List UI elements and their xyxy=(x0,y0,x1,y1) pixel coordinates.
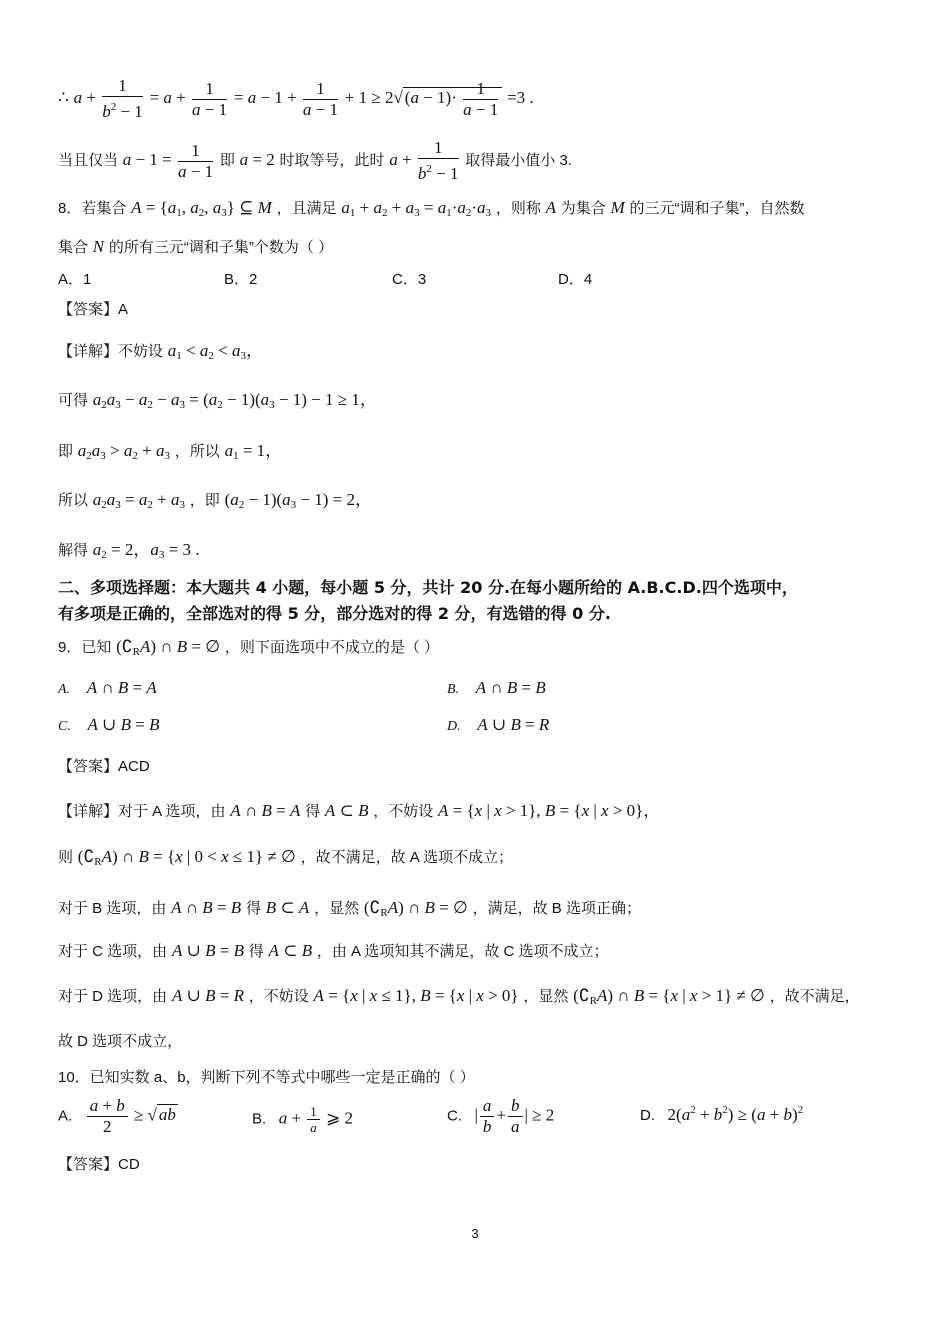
text: ，所以 xyxy=(174,443,220,460)
text: ，且满足 xyxy=(276,200,337,217)
q10-option-d: D. $2(a^2 + b^2) \ge (a + b)^2$ xyxy=(640,1104,804,1124)
prev-inequality-line: ∴ a + $\frac{1}{b^2 - 1}$ = a + $\frac{1}{a - 1}$ = a − 1 + $\frac{1}{a - 1}$ + 1 ≥ 2√ (a − 1)· $\frac{1}{a - 1}$ =3 . xyxy=(58,76,534,121)
text: 所以 xyxy=(58,492,89,509)
option-letter: A. xyxy=(58,1107,73,1125)
q9-option-b: B. A ∩ B = B xyxy=(447,678,546,697)
prev-equality-line: 当且仅当 a − 1 = $\frac{1}{a - 1}$ 即 a = 2 时取等号，此时 a + $\frac{1}{b^2 - 1}$ 取得最小值小 3. xyxy=(58,138,572,183)
q8-detail-line2: 即 $a_2a_3 > a_2 + a_3$ ，所以 $a_1 = 1$， xyxy=(58,441,283,462)
q9-option-d: D. A ∪ B = R xyxy=(447,715,550,734)
q8-stem-line2: 集合 N 的所有三元“调和子集”个数为（ ） xyxy=(58,237,334,256)
q9-detail-line5: 对于 D 选项，由 A ∪ B = R ，不妨设 A = {x | x ≤ 1}, B = {x | x > 0} ，显然 $(∁_RA)$ ∩ B = {x | x > 1} ≠ ∅ ，故不满足， xyxy=(58,986,860,1007)
q8-detail-line3: 所以 $a_2a_3 = a_2 + a_3$ ，即 $(a_2 - 1)(a_3 - 1) = 2$， xyxy=(58,490,372,511)
text: 解得 xyxy=(58,542,89,559)
option-letter: C. xyxy=(58,719,71,734)
option-letter: B. xyxy=(447,682,460,697)
text: ，则称 xyxy=(495,200,541,217)
option-letter: D. xyxy=(640,1107,655,1124)
text: 可得 xyxy=(58,392,89,409)
q10-answer: 【答案】CD xyxy=(58,1156,140,1173)
q8-answer: 【答案】A xyxy=(58,301,129,318)
fraction: $\frac{1}{a - 1}$ xyxy=(192,78,228,119)
fraction: $\frac{1}{a - 1}$ xyxy=(177,140,214,181)
q8-detail-line4: 解得 $a_2 = 2$，$a_3 = 3$ . xyxy=(58,540,200,561)
text: 即 xyxy=(219,152,235,169)
text: ，不妨设 xyxy=(248,988,309,1005)
option-letter: B. xyxy=(252,1110,267,1128)
q9-detail-line1: 【详解】对于 A 选项，由 A ∩ B = A 得 A ⊂ B ，不妨设 A = {x | x > 1}, B = {x | x > 0}， xyxy=(58,801,661,820)
text: 得 xyxy=(248,943,264,960)
text: 【详解】不妨设 xyxy=(58,343,164,360)
text: 9．已知 xyxy=(58,639,112,656)
q8-option-a: A．1 xyxy=(58,271,92,288)
q10-option-b: B. a + $\frac{1}{a}$ ⩾ 2 xyxy=(252,1104,354,1135)
option-letter: C. xyxy=(447,1107,462,1125)
text: 对于 B 选项，由 xyxy=(58,900,167,917)
therefore-symbol: ∴ xyxy=(58,88,69,107)
text: 【详解】对于 A 选项，由 xyxy=(58,803,226,820)
text: ，即 xyxy=(189,492,220,509)
q9-answer: 【答案】ACD xyxy=(58,758,150,775)
text: 的所有三元“调和子集”个数为（ ） xyxy=(108,239,334,256)
text: 对于 D 选项，由 xyxy=(58,988,168,1005)
text: ，显然 xyxy=(523,988,569,1005)
q9-detail-line6: 故 D 选项不成立， xyxy=(58,1033,183,1050)
q10-option-c: C. | $\frac{a}{b}$ + $\frac{b}{a}$ | ≥ 2 xyxy=(447,1096,555,1136)
q9-option-a: A. A ∩ B = A xyxy=(58,678,157,697)
text: 即 xyxy=(58,443,74,460)
section2-heading-line1: 二、多项选择题：本大题共 4 小题，每小题 5 分，共计 20 分.在每小题所给的 A.B.C.D.四个选项中， xyxy=(58,578,798,597)
text: ，则下面选项中不成立的是（ ） xyxy=(224,639,440,656)
q8-option-d: D．4 xyxy=(558,271,593,288)
q9-option-c: C. A ∪ B = B xyxy=(58,715,160,734)
q8-stem-line1: 8．若集合 $A = \{a_1$, $a_2$, $a_3$} ⊆ M ，且满足 $a_1 + a_2 + a_3 = a_1\cdot a_2\cdot a_3$ ，则称 A 为集合 M 的三元“调和子集”，自然数 xyxy=(58,198,805,219)
text: 得 xyxy=(245,900,261,917)
text: 得 xyxy=(305,803,321,820)
q10-option-a: A. $\frac{a + b}{2}$ ≥ √ ab xyxy=(58,1096,176,1136)
text: 则 xyxy=(58,849,74,866)
q9-detail-line3: 对于 B 选项，由 A ∩ B = B 得 B ⊂ A ，显然 $(∁_RA)$ ∩ B = ∅ ，满足，故 B 选项正确； xyxy=(58,898,641,919)
text: 取得最小值小 3. xyxy=(465,152,572,169)
text: 对于 C 选项，由 xyxy=(58,943,168,960)
text: 时取等号，此时 xyxy=(279,152,385,169)
q8-option-b: B．2 xyxy=(224,271,258,288)
q8-option-c: C．3 xyxy=(392,271,427,288)
fraction: $\frac{1}{a - 1}$ xyxy=(302,78,339,119)
page-number: 3 xyxy=(471,1226,479,1241)
q8-detail-line1: 可得 $a_2a_3 - a_2 - a_3 = (a_2 - 1)(a_3 - 1) - 1 \ge 1$， xyxy=(58,390,377,411)
q9-detail-line2: 则 $(∁_RA)$ ∩ B = {x | 0 < x ≤ 1} ≠ ∅ ，故不满足，故 A 选项不成立； xyxy=(58,847,514,868)
q9-detail-line4: 对于 C 选项，由 A ∪ B = B 得 A ⊂ B ，由 A 选项知其不满足，故 C 选项不成立； xyxy=(58,941,609,960)
q9-stem: 9．已知 $(∁_RA)$ ∩ B = ∅ ，则下面选项中不成立的是（ ） xyxy=(58,637,440,658)
text: ，故不满足， xyxy=(769,988,860,1005)
text: ，显然 xyxy=(314,900,360,917)
text: 的三元“调和子集”，自然数 xyxy=(629,200,805,217)
option-letter: D. xyxy=(447,719,461,734)
q10-stem: 10．已知实数 a、b，判断下列不等式中哪些一定是正确的（ ） xyxy=(58,1069,475,1086)
section2-heading-line2: 有多项是正确的，全部选对的得 5 分，部分选对的得 2 分，有选错的得 0 分. xyxy=(58,604,611,623)
text: ，故不满足，故 A 选项不成立； xyxy=(300,849,514,866)
text: 当且仅当 xyxy=(58,152,119,169)
text: 集合 xyxy=(58,239,89,256)
text: ，由 A 选项知其不满足，故 C 选项不成立； xyxy=(316,943,609,960)
fraction: $\frac{1}{b^2 - 1}$ xyxy=(417,138,459,183)
text: ，满足，故 B 选项正确； xyxy=(472,900,641,917)
ineq-tail: =3 . xyxy=(507,88,534,107)
q8-detail-line0: 【详解】不妨设 $a_1 < a_2 < a_3$， xyxy=(58,341,263,362)
fraction: $\frac{1}{b^2 - 1}$ xyxy=(102,76,143,121)
text: 为集合 xyxy=(560,200,606,217)
text: ，不妨设 xyxy=(373,803,434,820)
option-letter: A. xyxy=(58,682,71,697)
text: 8．若集合 xyxy=(58,200,127,217)
